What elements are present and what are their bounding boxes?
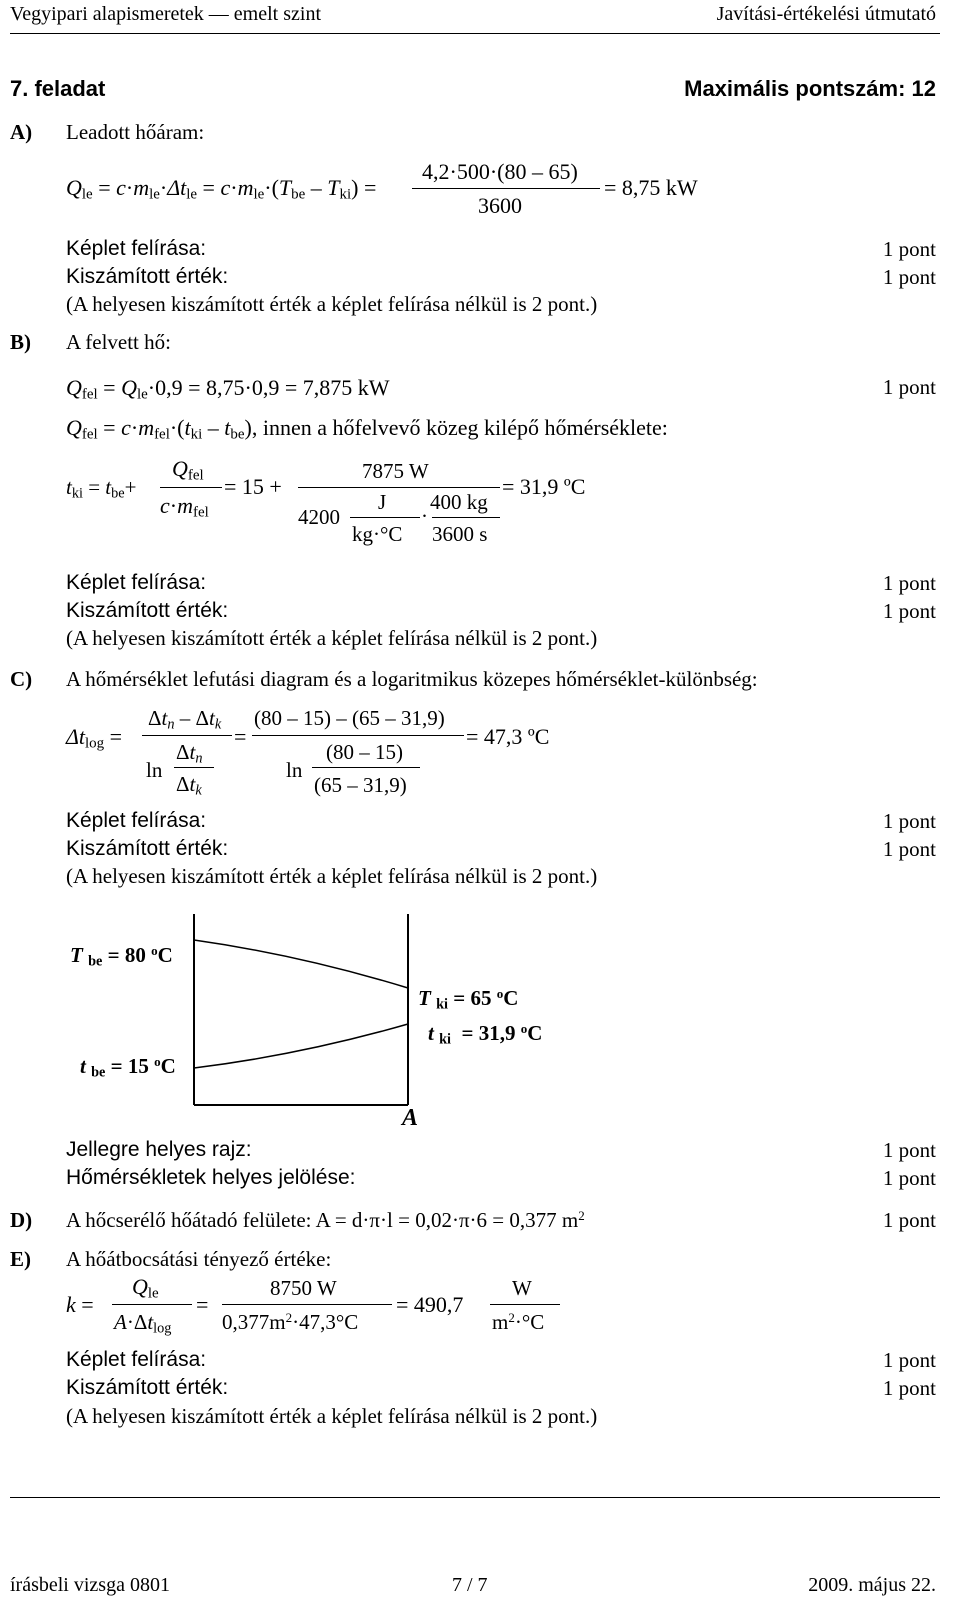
section-e-a-dtlog: $A\cdot\Delta t_{log}$ [114, 1310, 172, 1337]
diagram-homersekletek-points: 1 pont [882, 1166, 936, 1190]
section-b-frac3-bar [350, 517, 420, 518]
diagram-jellegre-points: 1 pont [882, 1138, 936, 1162]
header-rule [10, 33, 940, 34]
section-b-title: A felvett hő: [66, 330, 171, 354]
section-c-frac1-bar [142, 735, 232, 736]
section-b-kiszamitott-points: 1 pont [882, 599, 936, 623]
section-a-kiszamitott-points: 1 pont [882, 265, 936, 289]
section-b-result: = 31,9 ºC [502, 474, 586, 499]
section-a-fraction-bar [412, 188, 600, 189]
diagram-jellegre-label: Jellegre helyes rajz: [66, 1138, 252, 1161]
section-b-frac4-bar [432, 517, 500, 518]
section-d-points: 1 pont [882, 1208, 936, 1232]
section-e-note: (A helyesen kiszámított érték a képlet felírása nélkül is 2 pont.) [66, 1404, 598, 1428]
section-e-letter: E) [10, 1247, 31, 1271]
section-d-letter: D) [10, 1208, 33, 1232]
section-b-c-mfel: $c\cdot m_{fel}$ [160, 493, 209, 521]
section-b-eq1-points: 1 pont [882, 375, 936, 399]
section-b-unit-j: J [378, 490, 387, 514]
section-c-num2: (80 – 15) – (65 – 31,9) [254, 706, 445, 730]
diagram-hot-curve [194, 940, 408, 988]
footer-page: 7 / 7 [452, 1574, 488, 1596]
section-a-result: = 8,75 kW [604, 175, 698, 200]
section-b-keplet-label: Képlet felírása: [66, 571, 207, 594]
section-b-eq2: $Q_{fel} = c\cdot m_{fel}\cdot(t_{ki} - t_{be})$, innen a hőfelvevő közeg kilépő hőmérséklete: [66, 415, 668, 443]
section-a-title: Leadott hőáram: [66, 120, 205, 144]
section-c-dtn: $\Delta t_n$ [176, 740, 203, 767]
section-e-frac3-bar [490, 1304, 560, 1305]
section-b-num-w: 7875 W [362, 459, 429, 483]
section-c-dtlog: $\Delta t_{log}$ = [66, 724, 123, 752]
diagram-t-ki: t $_{ki}$ = 31,9 $^o$C [428, 1020, 543, 1048]
diagram-cold-curve [194, 1024, 408, 1068]
section-c-inner-num: (80 – 15) [326, 740, 403, 764]
footer-rule [10, 1497, 940, 1498]
section-e-frac2-bar [222, 1304, 392, 1305]
section-b-4200: 4200 [298, 505, 340, 529]
section-d-text-body: A hőcserélő hőátadó felülete: A = d·π·l = 0,02·π·6 = 0,377 m [66, 1208, 579, 1232]
section-a-formula: $Q_{le} = c\cdot m_{le}\cdot\Delta t_{le} = c\cdot m_{le}\cdot(T_{be} - T_{ki})$ = [66, 175, 377, 203]
section-b-kiszamitott-label: Kiszámított érték: [66, 599, 229, 622]
section-c-title: A hőmérséklet lefutási diagram és a logaritmikus közepes hőmérséklet-különbség: [66, 667, 758, 691]
section-b-400kg: 400 kg [430, 490, 488, 514]
section-c-ln2: ln [286, 758, 303, 782]
section-a-keplet-label: Képlet felírása: [66, 237, 207, 260]
header-subtitle: Javítási-értékelési útmutató [716, 3, 936, 25]
diagram-T-ki: T $_{ki}$ = 65 $^o$C [418, 985, 519, 1013]
section-e-unit-m2c: $m^2\cdot^\circ C$ [492, 1309, 545, 1334]
section-a-letter: A) [10, 120, 33, 144]
section-b-eq1: $Q_{fel} = Q_{le}\cdot 0,9 = 8,75\cdot 0,9 = 7,875$ kW [66, 375, 390, 403]
section-e-title: A hőátbocsátási tényező értéke: [66, 1247, 332, 1271]
section-c-kiszamitott-label: Kiszámított érték: [66, 837, 229, 860]
section-a-numerator: 4,2·500·(80 – 65) [422, 159, 578, 184]
section-c-frac-inner1 [174, 767, 214, 768]
section-a-kiszamitott-label: Kiszámított érték: [66, 265, 229, 288]
section-e-area: $0,377m^2\cdot 47,3^\circ C$ [222, 1309, 359, 1334]
section-c-kiszamitott-points: 1 pont [882, 837, 936, 861]
section-c-keplet-points: 1 pont [882, 809, 936, 833]
task-max-score: Maximális pontszám: 12 [684, 76, 936, 101]
header-title: Vegyipari alapismeretek — emelt szint [10, 3, 322, 25]
section-c-letter: C) [10, 667, 33, 691]
diagram-T-be: T $_{be}$ = 80 $^o$C [70, 942, 173, 970]
section-c-inner-den: (65 – 31,9) [314, 773, 407, 797]
section-e-result: = 490,7 [396, 1292, 464, 1317]
section-e-frac1-bar [112, 1304, 192, 1305]
section-b-kgc: kg·°C [352, 522, 403, 546]
section-c-eq: = [234, 724, 247, 749]
section-e-eq: = [196, 1292, 209, 1317]
section-b-eq1-tail: = 8,75·0,9 = 7,875 kW [188, 375, 390, 400]
section-a-note: (A helyesen kiszámított érték a képlet felírása nélkül is 2 pont.) [66, 292, 598, 316]
section-b-q-fel: $Q_{fel}$ [172, 456, 204, 484]
section-c-frac2-bar [252, 735, 464, 736]
section-c-dtk: $\Delta t_k$ [176, 772, 202, 799]
diagram-axis-label: A [402, 1105, 419, 1131]
section-a-keplet-points: 1 pont [882, 237, 936, 261]
section-b-dot: · [421, 504, 428, 528]
section-b-frac2-bar [298, 487, 500, 488]
footer-date: 2009. május 22. [808, 1574, 936, 1596]
section-c-ln1: ln [146, 758, 163, 782]
section-c-keplet-label: Képlet felírása: [66, 809, 207, 832]
section-e-k: k = [66, 1292, 94, 1317]
section-e-kiszamitott-label: Kiszámított érték: [66, 1376, 229, 1399]
section-b-eq-15: = 15 + [224, 474, 282, 499]
section-b-letter: B) [10, 330, 31, 354]
section-c-result: = 47,3 ºC [466, 724, 550, 749]
section-e-keplet-points: 1 pont [882, 1348, 936, 1372]
section-b-note: (A helyesen kiszámított érték a képlet felírása nélkül is 2 pont.) [66, 626, 598, 650]
section-e-keplet-label: Képlet felírása: [66, 1348, 207, 1371]
section-e-kiszamitott-points: 1 pont [882, 1376, 936, 1400]
diagram-homersekletek-label: Hőmérsékletek helyes jelölése: [66, 1166, 356, 1189]
section-b-eq2-tail: ), innen a hőfelvevő közeg kilépő hőmérséklete: [244, 415, 668, 440]
footer-exam: írásbeli vizsga 0801 [10, 1574, 170, 1596]
section-e-8750: 8750 W [270, 1276, 337, 1300]
section-c-num1: $\Delta t_n - \Delta t_k$ [148, 706, 222, 733]
section-c-note: (A helyesen kiszámított érték a képlet felírása nélkül is 2 pont.) [66, 864, 598, 888]
section-b-frac1-bar [160, 487, 222, 488]
section-c-frac-inner2 [312, 767, 420, 768]
section-b-3600s: 3600 s [432, 522, 488, 546]
section-e-unit-w: W [512, 1276, 532, 1300]
section-d-text: A hőcserélő hőátadó felülete: A = d·π·l = 0,02·π·6 = 0,377 $m^2$ [66, 1207, 585, 1232]
task-title: 7. feladat [10, 76, 106, 101]
section-e-qle: $Q_{le}$ [132, 1274, 159, 1302]
section-b-keplet-points: 1 pont [882, 571, 936, 595]
diagram-t-be: t $_{be}$ = 15 $^o$C [80, 1053, 176, 1081]
section-a-denominator: 3600 [478, 193, 522, 218]
section-b-tki-lhs: $t_{ki} = t_{be}+$ [66, 475, 137, 502]
